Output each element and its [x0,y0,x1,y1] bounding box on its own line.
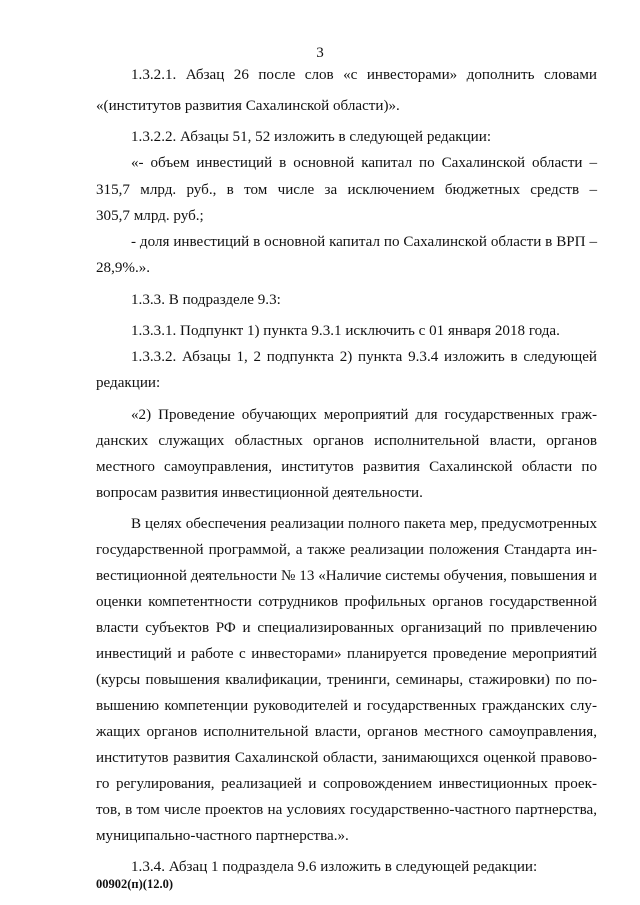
text-line: 1.3.3.2. Абзацы 1, 2 подпункта 2) пункта 9.3.4 изложить в следующей [131,349,597,365]
text-line: «2) Проведение обучающих мероприятий для государственных граж- [131,407,597,423]
text-line: данских служащих областных органов исполнительной власти, органов [96,433,597,449]
text-line: жащих органов исполнительной власти, органов местного самоуправления, [96,724,597,740]
text-line: местного самоуправления, институтов развития Сахалинской области по [96,459,597,475]
text-line: власти субъектов РФ и специализированных организаций по привлечению [96,620,597,636]
text-line: тов, в том числе проектов на условиях государственно-частного партнерства, [96,802,597,818]
text-line: оценки компетентности сотрудников профильных органов государственной [96,594,597,610]
text-line: государственной программой, а также реализации положения Стандарта ин- [96,542,597,558]
text-line: (курсы повышения квалификации, тренинги, семинары, стажировки) по по- [96,672,597,688]
text-line: вестиционной деятельности № 13 «Наличие системы обучения, повышения и [96,568,597,584]
text-line: 315,7 млрд. руб., в том числе за исключением бюджетных средств – [96,182,597,198]
text-line: го регулирования, реализацией и сопровождением инвестиционных проек- [96,776,597,792]
text-line: инвестиций и работе с инвесторами» планируется проведение мероприятий [96,646,597,662]
text-line: муниципально-частного партнерства.». [96,828,349,844]
text-line: «(институтов развития Сахалинской области)». [96,98,400,114]
text-line: 1.3.3. В подразделе 9.3: [131,292,281,308]
text-line: институтов развития Сахалинской области, занимающихся оценкой правово- [96,750,597,766]
text-line: В целях обеспечения реализации полного пакета мер, предусмотренных [131,516,597,532]
text-line: - доля инвестиций в основной капитал по Сахалинской области в ВРП – [131,234,597,250]
text-line: 1.3.2.1. Абзац 26 после слов «с инвесторами» дополнить словами [131,67,597,83]
text-line: «- объем инвестиций в основной капитал по Сахалинской области – [131,155,597,171]
text-line: редакции: [96,375,161,391]
text-line: 1.3.2.2. Абзацы 51, 52 изложить в следующей редакции: [131,129,492,145]
text-line: 305,7 млрд. руб.; [96,208,204,224]
text-line: 1.3.4. Абзац 1 подраздела 9.6 изложить в следующей редакции: [131,859,538,875]
text-line: вышению компетенции руководителей и государственных гражданских слу- [96,698,597,714]
page-number: 3 [316,45,324,61]
text-line: 1.3.3.1. Подпункт 1) пункта 9.3.1 исключить с 01 января 2018 года. [131,323,560,339]
text-line: 28,9%.». [96,260,151,276]
text-line: вопросам развития инвестиционной деятельности. [96,485,423,501]
document-code: 00902(п)(12.0) [96,877,173,891]
